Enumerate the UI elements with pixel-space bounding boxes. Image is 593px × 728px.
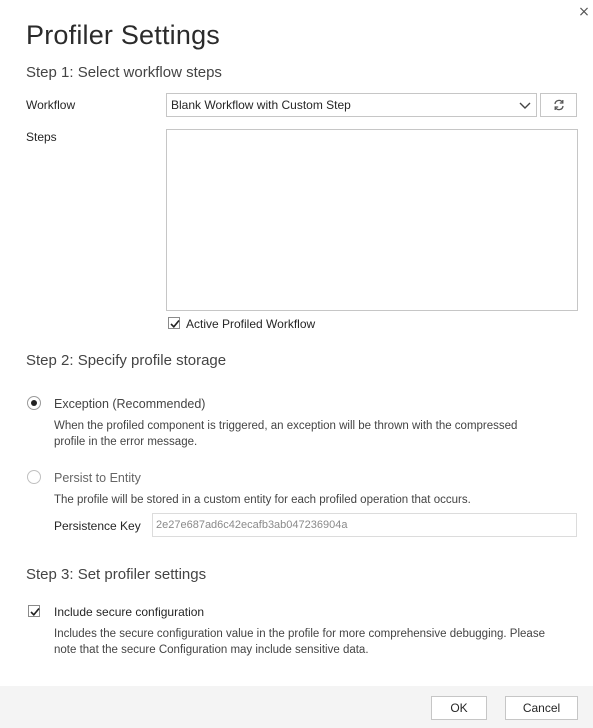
- exception-description-line1: When the profiled component is triggered, an exception will be thrown with the compressed: [54, 420, 518, 432]
- exception-radio[interactable]: [27, 396, 41, 410]
- persistence-key-input[interactable]: 2e27e687ad6c42ecafb3ab047236904a: [152, 513, 577, 537]
- close-icon: ×: [578, 4, 590, 20]
- workflow-select-value: Blank Workflow with Custom Step: [171, 98, 351, 112]
- workflow-label: Workflow: [26, 98, 76, 112]
- cancel-button[interactable]: Cancel: [505, 696, 578, 720]
- step2-heading: Step 2: Specify profile storage: [26, 352, 227, 369]
- persist-option-label: Persist to Entity: [54, 471, 141, 485]
- active-profiled-checkbox[interactable]: [168, 317, 180, 329]
- steps-label: Steps: [26, 130, 57, 144]
- refresh-icon: [553, 99, 565, 111]
- dialog-title: Profiler Settings: [26, 20, 220, 50]
- secure-config-label: Include secure configuration: [54, 605, 205, 619]
- workflow-select[interactable]: [166, 93, 537, 117]
- persistence-key-label: Persistence Key: [54, 519, 141, 533]
- exception-description-line2: profile in the error message.: [54, 436, 198, 448]
- secure-config-description-line1: Includes the secure configuration value in the profile for more comprehensive debugging. Please: [54, 628, 545, 640]
- checkmark-icon: [169, 318, 181, 330]
- checkmark-icon: [29, 606, 41, 618]
- secure-config-description-line2: note that the secure Configuration may include sensitive data.: [54, 644, 369, 656]
- close-button[interactable]: [576, 4, 592, 20]
- step1-heading: Step 1: Select workflow steps: [26, 64, 222, 81]
- step3-heading: Step 3: Set profiler settings: [26, 566, 207, 583]
- refresh-button[interactable]: [540, 93, 577, 117]
- persist-radio[interactable]: [27, 470, 41, 484]
- persist-description: The profile will be stored in a custom entity for each profiled operation that occurs.: [54, 494, 471, 506]
- steps-list[interactable]: [166, 129, 578, 311]
- chevron-down-icon: [518, 95, 532, 115]
- ok-button[interactable]: OK: [431, 696, 487, 720]
- exception-option-label: Exception (Recommended): [54, 397, 206, 411]
- secure-config-checkbox[interactable]: [28, 605, 40, 617]
- active-profiled-label: Active Profiled Workflow: [186, 317, 316, 331]
- radio-selected-dot: [31, 400, 37, 406]
